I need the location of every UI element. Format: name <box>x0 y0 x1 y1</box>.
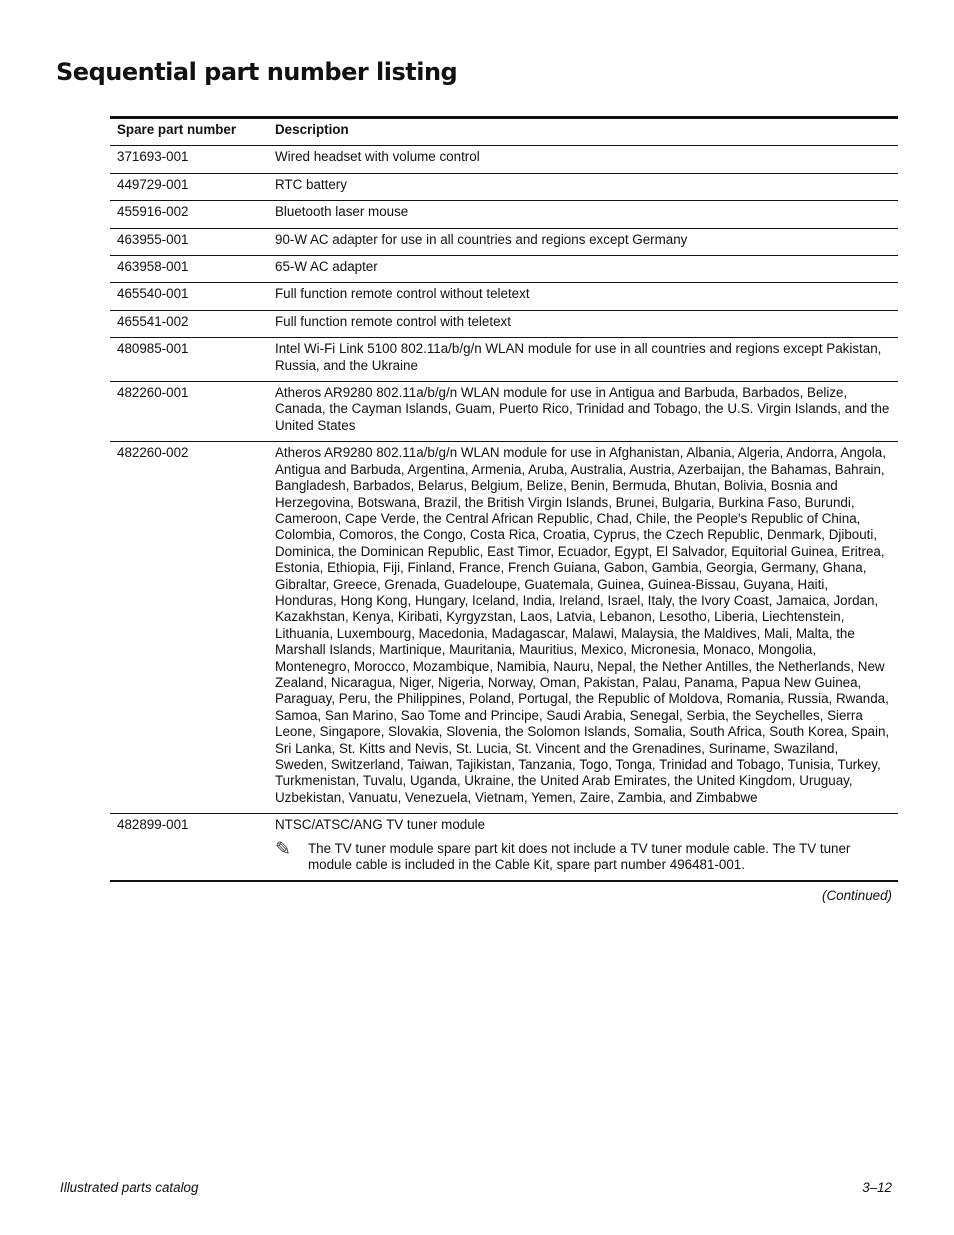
description-cell: 65-W AC adapter <box>268 256 898 283</box>
description-text: NTSC/ATSC/ANG TV tuner module <box>275 817 486 833</box>
description-cell: Full function remote control with teletext <box>268 310 898 337</box>
table-row <box>110 814 898 882</box>
part-number-cell: 482260-002 <box>110 442 268 814</box>
table-header-row <box>110 118 898 146</box>
footer-section-title: Illustrated parts catalog <box>60 1180 199 1195</box>
description-cell: RTC battery <box>268 173 898 200</box>
table-row <box>110 146 898 173</box>
description-cell: Intel Wi-Fi Link 5100 802.11a/b/g/n WLAN module for use in all countries and regions except Pakistan, Russia, and the Ukraine <box>268 338 898 382</box>
description-cell <box>268 814 898 882</box>
table-row <box>110 283 898 310</box>
part-number-cell: 480985-001 <box>110 338 268 382</box>
continued-label: (Continued) <box>822 888 892 903</box>
header-spare-part-number: Spare part number <box>110 118 268 146</box>
part-number-cell: 482899-001 <box>110 814 268 882</box>
table-row <box>110 310 898 337</box>
table-row <box>110 256 898 283</box>
description-cell: Atheros AR9280 802.11a/b/g/n WLAN module for use in Afghanistan, Albania, Algeria, Andorra, Angola, Antigua and Barbuda, Argentina, Armenia, Aruba, Australia, Austria, Azerbaijan, the Bahamas, Bahrain, Bangladesh, Barbados, Belarus, Belgium, Belize, Benin, Bermuda, Bhutan, Bolivia, Bosnia and Herzegovina, Botswana, Brazil, the British Virgin Islands, Brunei, Bulgaria, Burkina Faso, Burundi, Cameroon, Cape Verde, the Central African Republic, Chad, Chile, the People's Republic of China, Colombia, Comoros, the Congo, Costa Rica, Croatia, Cyprus, the Czech Republic, Denmark, Djibouti, Dominica, the Dominican Republic, East Timor, Ecuador, Egypt, El Salvador, Equitorial Guinea, Eritrea, Estonia, Ethiopia, Fiji, Finland, France, French Guiana, Gabon, Gambia, Georgia, Germany, Ghana, Gibraltar, Greece, Grenada, Guadeloupe, Guatemala, Guinea, Guinea-Bissau, Guyana, Haiti, Honduras, Hong Kong, Hungary, Iceland, India, Ireland, Israel, Italy, the Ivory Coast, Jamaica, Jordan, Kazakhstan, Kenya, Kiribati, Kyrgyzstan, Laos, Latvia, Lebanon, Lesotho, Liberia, Liechtenstein, Lithuania, Luxembourg, Macedonia, Madagascar, Malawi, Malaysia, the Maldives, Mali, Malta, the Marshall Islands, Martinique, Mauritania, Mauritius, Mexico, Micronesia, Monaco, Mongolia, Montenegro, Morocco, Mozambique, Namibia, Nauru, Nepal, the Nether Antilles, the Netherlands, New Zealand, Nicaragua, Niger, Nigeria, Norway, Oman, Pakistan, Palau, Panama, Papua New Guinea, Paraguay, Peru, the Philippines, Poland, Portugal, the Republic of Moldova, Romania, Russia, Rwanda, Samoa, San Marino, Sao Tome and Principe, Saudi Arabia, Senegal, Serbia, the Seychelles, Sierra Leone, Singapore, Slovakia, Slovenia, the Solomon Islands, Somalia, South Africa, South Korea, Spain, Sri Lanka, St. Kitts and Nevis, St. Lucia, St. Vincent and the Grenadines, Suriname, Swaziland, Sweden, Switzerland, Taiwan, Tajikistan, Tanzania, Togo, Tonga, Trinidad and Tobago, Tunisia, Turkey, Turkmenistan, Tuvalu, Uganda, Ukraine, the United Arab Emirates, the United Kingdom, Uruguay, Uzbekistan, Vanuatu, Venezuela, Vietnam, Yemen, Zaire, Zambia, and Zimbabwe <box>268 442 898 814</box>
description-cell: Wired headset with volume control <box>268 146 898 173</box>
part-number-cell: 371693-001 <box>110 146 268 173</box>
part-number-cell: 465541-002 <box>110 310 268 337</box>
description-cell: Full function remote control without teletext <box>268 283 898 310</box>
table-row <box>110 442 898 814</box>
note-text: The TV tuner module spare part kit does not include a TV tuner module cable. The TV tuner module cable is included in the Cable Kit, spare part number 496481-001. <box>308 840 851 873</box>
table-row <box>110 338 898 382</box>
pencil-note-icon: ✎ <box>275 838 291 860</box>
note-block <box>275 838 891 874</box>
part-number-cell: 449729-001 <box>110 173 268 200</box>
parts-table <box>110 116 898 882</box>
part-number-cell: 482260-001 <box>110 382 268 442</box>
table-row <box>110 228 898 255</box>
table-row <box>110 173 898 200</box>
header-description: Description <box>268 118 898 146</box>
description-cell: Atheros AR9280 802.11a/b/g/n WLAN module for use in Antigua and Barbuda, Barbados, Belize, Canada, the Cayman Islands, Guam, Puerto Rico, Trinidad and Tobago, the U.S. Virgin Islands, and the United States <box>268 382 898 442</box>
description-cell: Bluetooth laser mouse <box>268 201 898 228</box>
part-number-cell: 463958-001 <box>110 256 268 283</box>
table-row <box>110 382 898 442</box>
footer-page-number: 3–12 <box>862 1180 892 1195</box>
description-cell: 90-W AC adapter for use in all countries and regions except Germany <box>268 228 898 255</box>
part-number-cell: 455916-002 <box>110 201 268 228</box>
page-title: Sequential part number listing <box>56 58 458 86</box>
table-row <box>110 201 898 228</box>
part-number-cell: 465540-001 <box>110 283 268 310</box>
part-number-cell: 463955-001 <box>110 228 268 255</box>
